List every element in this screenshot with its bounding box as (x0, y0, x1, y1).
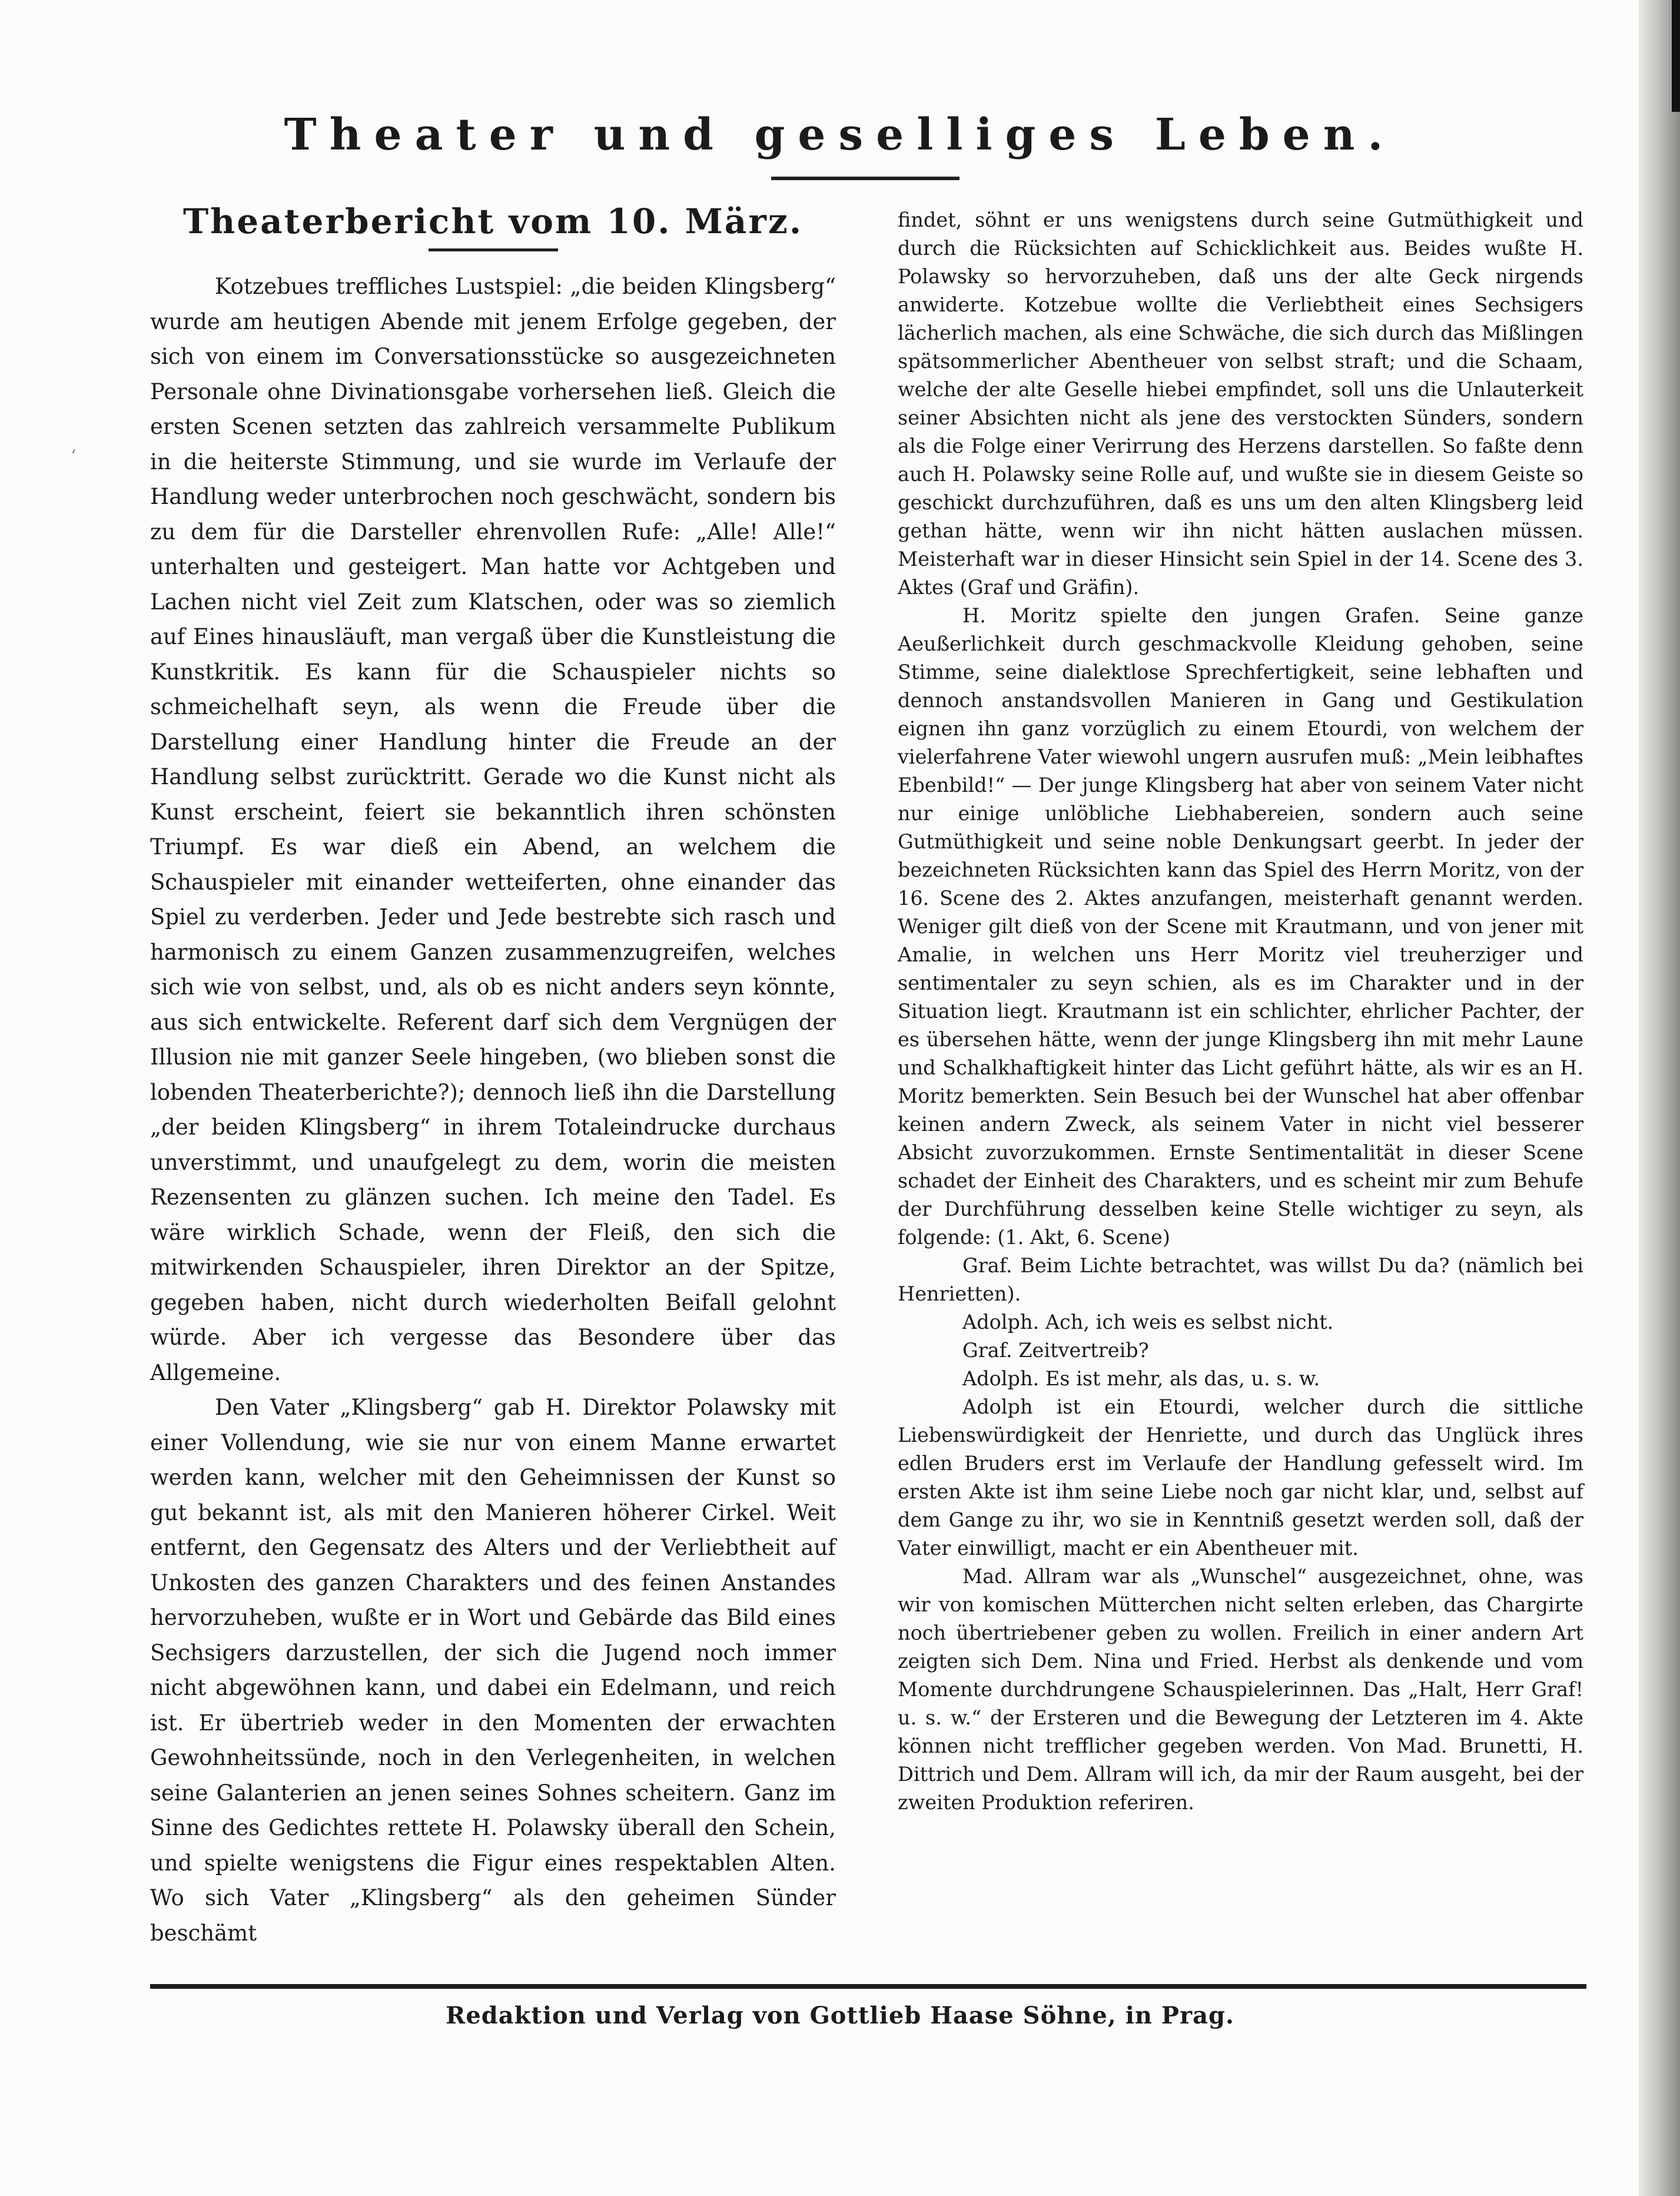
header-rule (771, 177, 959, 180)
left-column (150, 200, 836, 1950)
paragraph-adolph: Adolph ist ein Etourdi, welcher durch die sittliche Liebenswürdigkeit der Henriette, und durch das Unglück ihres edlen Bruders erst im Verlaufe der Handlung gefesselt wird. Im ersten Akte ist ihm seine Liebe noch gar nicht klar, und, selbst auf dem Gange zu ihr, wo sie in Kenntniß gesetzt werden soll, daß der Vater einwilligt, macht er ein Abentheuer mit. (898, 1395, 1583, 1560)
section-header: Theater und geselliges Leben. (284, 110, 1396, 160)
paragraph-intro: Kotzebues treffliches Lustspiel: „die beiden Klingsberg“ wurde am heutigen Abende mit jenem Erfolge gegeben, der sich von einem im Conversationsstücke so ausgezeichneten Personale ohne Divinationsgabe vorhersehen ließ. Gleich die ersten Scenen setzten das zahlreich versammelte Publikum in die heiterste Stimmung, und sie wurde im Verlaufe der Handlung weder unterbrochen noch geschwächt, sondern bis zu dem für die Darsteller ehrenvollen Rufe: „Alle! Alle!“ unterhalten und gesteigert. Man hatte vor Achtgeben und Lachen nicht viel Zeit zum Klatschen, oder was so ziemlich auf Eines hinausläuft, man vergaß über die Kunstleistung die Kunstkritik. Es kann für die Schauspieler nichts so schmeichelhaft seyn, als wenn die Freude über die Darstellung einer Handlung hinter die Freude an der Handlung selbst zurücktritt. Gerade wo die Kunst nicht als Kunst erscheint, feiert sie bekanntlich ihren schönsten Triumpf. Es war dieß ein Abend, an welchem die Schauspieler mit einander wetteiferten, ohne einander das Spiel zu verderben. Jeder und Jede bestrebte sich rasch und harmonisch zu einem Ganzen zusammenzugreifen, welches sich wie von selbst, und, als ob es nicht anders seyn könnte, aus sich entwickelte. Referent darf sich dem Vergnügen der Illusion nie mit ganzer Seele hingeben, (wo blieben sonst die lobenden Theaterberichte?); dennoch ließ ihn die Darstellung „der beiden Klingsberg“ in ihrem Totaleindrucke durchaus unverstimmt, und unaufgelegt zu dem, worin die meisten Rezensenten zu glänzen suchen. Ich meine den Tadel. Es wäre wirklich Schade, wenn der Fleiß, den sich die mitwirkenden Schauspieler, ihren Direktor an der Spitze, gegeben haben, nicht durch wiederholten Beifall gelohnt würde. Aber ich vergesse das Besondere über das Allgemeine. (150, 274, 836, 1385)
footer-rule (150, 1984, 1586, 1989)
paragraph-moritz: H. Moritz spielte den jungen Grafen. Seine ganze Aeußerlichkeit durch geschmackvolle Kleidung gehoben, seine Stimme, seine dialektlose Sprechfertigkeit, seine lebhaften und dennoch anstandsvollen Manieren in Gang und Gestikulation eignen ihn ganz vorzüglich zu einem Etourdi, von welchem der vielerfahrene Vater wiewohl ungern ausrufen muß: „Mein leibhaftes Ebenbild!“ — Der junge Klingsberg hat aber von seinem Vater nicht nur einige unlöbliche Liebhabereien, sondern auch seine Gutmüthigkeit und seine noble Denkungsart geerbt. In jeder der bezeichneten Rücksichten kann das Spiel des Herrn Moritz, von der 16. Scene des 2. Aktes anzufangen, meisterhaft genannt werden. Weniger gilt dieß von der Scene mit Krautmann, und von jener mit Amalie, in welchen uns Herr Moritz viel treuherziger und sentimentaler zu seyn schien, als es im Charakter und in der Situation liegt. Krautmann ist ein schlichter, ehrlicher Pachter, der es übersehen hätte, wenn der junge Klingsberg ihn mit mehr Laune und Schalkhaftigkeit hinter das Licht geführt hätte, als wir es an H. Moritz bemerkten. Sein Besuch bei der Wunschel hat aber offenbar keinen andern Zweck, als seinem Vater in nicht viel besserer Absicht zuvorzukommen. Ernste Sentimentalität in dieser Scene schadet der Einheit des Charakters, und es scheint mir zum Behufe der Durchführung desselben keine Stelle wichtiger zu seyn, als folgende: (1. Akt, 6. Scene) (898, 604, 1583, 1249)
margin-mark: ‘ (71, 446, 77, 467)
page-edge (1639, 0, 1680, 2196)
dialog-line: Graf. Zeitvertreib? (962, 1339, 1149, 1362)
title-rule (429, 248, 558, 251)
publisher-imprint: Redaktion und Verlag von Gottlieb Haase Söhne, in Prag. (446, 2002, 1234, 2029)
paragraph-scene-quote: Graf. Beim Lichte betrachtet, was willst Du da? (nämlich bei Henrietten). (898, 1254, 1583, 1305)
dialog-line: Adolph. Ach, ich weis es selbst nicht. (962, 1311, 1334, 1333)
paragraph-continuation: findet, söhnt er uns wenigstens durch seine Gutmüthigkeit und durch die Rücksichten auf Schicklichkeit aus. Beides wußte H. Polawsky so hervorzuheben, daß uns der alte Geck nirgends anwiderte. Kotzebue wollte die Verliebtheit eines Sechsigers lächerlich machen, als eine Schwäche, die sich durch das Mißlingen spätsommerlicher Abentheuer von selbst straft; und die Schaam, welche der alte Geselle hiebei empfindet, soll uns die Unlauterkeit seiner Absichten nicht als jene des verstockten Sünders, sondern als die Folge einer Verirrung des Herzens darstellen. So faßte denn auch H. Polawsky seine Rolle auf, und wußte sie in diesem Geiste so geschickt durchzuführen, daß es uns um den alten Klingsberg leid gethan hätte, wenn wir ihn nicht hätten auslachen müssen. Meisterhaft war in dieser Hinsicht sein Spiel in der 14. Scene des 3. Aktes (Graf und Gräfin). (898, 208, 1583, 599)
page-edge-shadow (1672, 0, 1680, 112)
article-title: Theaterbericht vom 10. März. (182, 201, 804, 241)
paragraph-polawsky: Den Vater „Klingsberg“ gab H. Direktor Polawsky mit einer Vollendung, wie sie nur von einem Manne erwartet werden kann, welcher mit den Geheimnissen der Kunst so gut bekannt ist, als mit den Manieren höherer Cirkel. Weit entfernt, den Gegensatz des Alters und der Verliebtheit auf Unkosten des ganzen Charakters und des feinen Anstandes hervorzuheben, wußte er in Wort und Gebärde das Bild eines Sechsigers darzustellen, der sich die Jugend noch immer nicht abgewöhnen kann, und dabei ein Edelmann, und reich ist. Er übertrieb weder in den Momenten der erwachten Gewohnheitssünde, noch in den Verlegenheiten, in welchen seine Galanterien an jenen seines Sohnes scheitern. Ganz im Sinne des Gedichtes rettete H. Polawsky überall den Schein, und spielte wenigstens die Figur eines respektablen Alten. Wo sich Vater „Klingsberg“ als den geheimen Sünder beschämt (150, 1395, 836, 1946)
paragraph-allram: Mad. Allram war als „Wunschel“ ausgezeichnet, ohne, was wir von komischen Mütterchen nicht selten erleben, das Chargirte noch übertriebener geben zu wollen. Freilich in einer andern Art zeigten sich Dem. Nina und Fried. Herbst als denkende und vom Momente durchdrungene Schauspielerinnen. Das „Halt, Herr Graf! u. s. w.“ der Ersteren und die Bewegung der Letzteren im 4. Akte können nicht trefflicher gegeben werden. Von Mad. Brunetti, H. Dittrich und Dem. Allram will ich, da mir der Raum ausgeht, bei der zweiten Produktion referiren. (898, 1565, 1583, 1814)
dialog-line: Adolph. Es ist mehr, als das, u. s. w. (962, 1367, 1320, 1390)
right-column (898, 206, 1583, 1817)
